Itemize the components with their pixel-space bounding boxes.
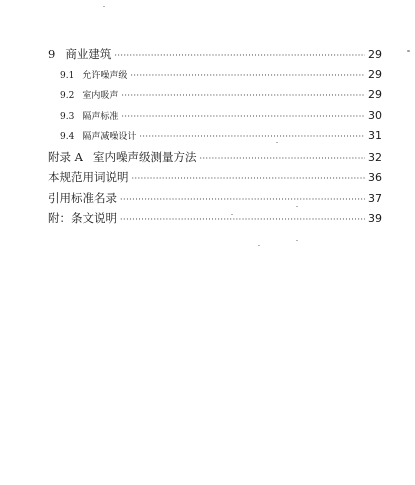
toc-entry[interactable]: [48, 147, 382, 168]
toc-entry-title: 隔声标准: [82, 111, 119, 122]
toc-entry-number: 9.3: [60, 111, 75, 122]
toc-dot-leader: [114, 46, 365, 67]
toc-entry-page: 29: [368, 48, 382, 61]
toc-entry-number: 9.1: [60, 70, 75, 81]
scan-speck: [407, 50, 410, 52]
toc-entry[interactable]: [48, 106, 382, 127]
toc-entry[interactable]: [48, 44, 382, 65]
toc-entry-title: 附：条文说明: [48, 211, 117, 225]
toc-dot-leader: [121, 86, 365, 107]
toc-entry-page: 39: [368, 212, 382, 225]
toc-entry[interactable]: [48, 167, 382, 188]
toc-entry-page: 37: [368, 191, 382, 205]
toc-dot-leader: [130, 66, 365, 87]
toc-entry-number: 9.4: [60, 132, 75, 142]
toc-dot-leader: [139, 127, 365, 148]
toc-dot-leader: [121, 107, 365, 128]
toc-entry-page: 32: [368, 150, 382, 164]
toc-entry-page: 29: [368, 88, 382, 101]
scan-speck: [258, 245, 260, 246]
toc-entry-page: 36: [368, 171, 382, 184]
toc-dot-leader: [199, 149, 365, 170]
toc-entry-title: 室内噪声级测量方法: [92, 149, 197, 164]
toc-entry[interactable]: [48, 208, 382, 229]
toc-dot-leader: [120, 190, 365, 211]
toc-entry-title: 允许噪声级: [82, 70, 128, 81]
toc-entry-number: 9.2: [60, 91, 75, 101]
toc-entry-number: 9: [48, 47, 56, 61]
scan-speck: [103, 6, 105, 7]
toc-entry[interactable]: [48, 85, 382, 106]
toc-entry-number: 附录 A: [48, 149, 83, 164]
toc-entry-title: 隔声减噪设计: [82, 132, 137, 142]
toc-entry-title: 本规范用词说明: [48, 170, 129, 184]
toc-entry[interactable]: [48, 126, 382, 147]
toc-entry-title: 商业建筑: [65, 47, 112, 61]
toc-entry-page: 30: [368, 108, 382, 122]
toc-entry[interactable]: [48, 188, 382, 209]
scan-speck: [296, 240, 298, 241]
toc-entry-page: 29: [368, 67, 382, 81]
toc-dot-leader: [120, 210, 365, 231]
toc-dot-leader: [132, 169, 366, 190]
toc-entry-page: 31: [368, 129, 382, 142]
table-of-contents: [48, 44, 382, 229]
toc-entry-title: 室内吸声: [82, 91, 119, 101]
toc-entry[interactable]: [48, 65, 382, 86]
toc-entry-title: 引用标准名录: [48, 190, 117, 205]
